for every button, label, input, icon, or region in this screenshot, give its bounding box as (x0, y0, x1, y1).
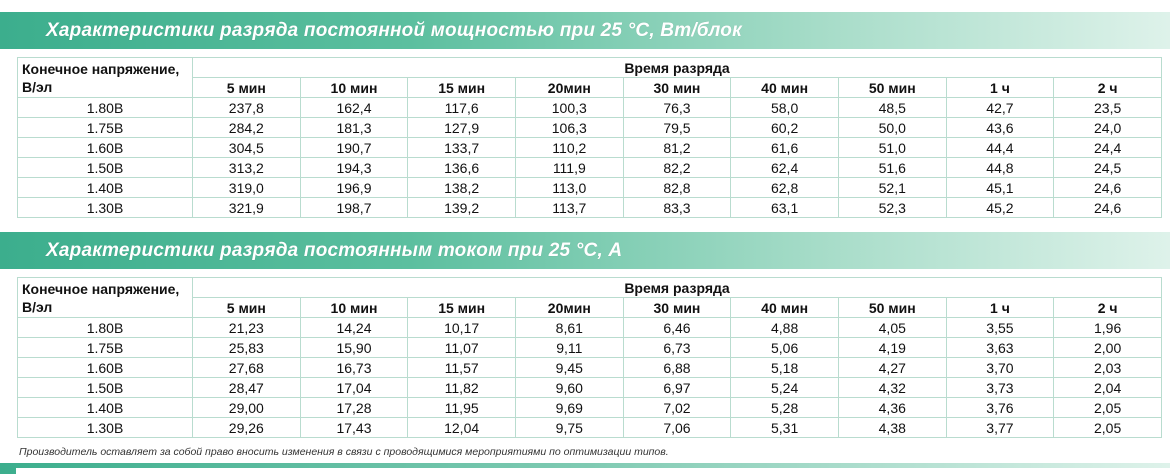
value-cell: 136,6 (408, 158, 516, 178)
value-cell: 110,2 (515, 138, 623, 158)
column-header: 30 мин (623, 78, 731, 98)
value-cell: 50,0 (838, 118, 946, 138)
value-cell: 6,88 (623, 358, 731, 378)
value-cell: 52,1 (838, 178, 946, 198)
value-cell: 106,3 (515, 118, 623, 138)
value-cell: 6,46 (623, 318, 731, 338)
column-header: 1 ч (946, 78, 1054, 98)
value-cell: 133,7 (408, 138, 516, 158)
value-cell: 190,7 (300, 138, 408, 158)
column-header: 5 мин (193, 298, 301, 318)
value-cell: 43,6 (946, 118, 1054, 138)
value-cell: 9,69 (515, 398, 623, 418)
column-header: 15 мин (408, 78, 516, 98)
table-row (18, 398, 1162, 418)
value-cell: 60,2 (731, 118, 839, 138)
table-constant-current (17, 277, 1162, 438)
column-header: 5 мин (193, 78, 301, 98)
value-cell: 5,18 (731, 358, 839, 378)
value-cell: 44,8 (946, 158, 1054, 178)
value-cell: 100,3 (515, 98, 623, 118)
value-cell: 5,31 (731, 418, 839, 438)
column-header: 10 мин (300, 298, 408, 318)
value-cell: 2,04 (1054, 378, 1162, 398)
value-cell: 5,06 (731, 338, 839, 358)
value-cell: 162,4 (300, 98, 408, 118)
value-cell: 11,57 (408, 358, 516, 378)
value-cell: 24,6 (1054, 198, 1162, 218)
value-cell: 23,5 (1054, 98, 1162, 118)
table-row (18, 178, 1162, 198)
value-cell: 4,38 (838, 418, 946, 438)
column-header: 30 мин (623, 298, 731, 318)
value-cell: 196,9 (300, 178, 408, 198)
value-cell: 117,6 (408, 98, 516, 118)
value-cell: 82,2 (623, 158, 731, 178)
value-cell: 11,82 (408, 378, 516, 398)
row-header-label: Конечное напряжение, В/эл (18, 58, 193, 98)
value-cell: 44,4 (946, 138, 1054, 158)
voltage-cell: 1.50В (18, 158, 193, 178)
value-cell: 58,0 (731, 98, 839, 118)
value-cell: 113,7 (515, 198, 623, 218)
column-header: 40 мин (731, 298, 839, 318)
value-cell: 3,70 (946, 358, 1054, 378)
value-cell: 29,00 (193, 398, 301, 418)
value-cell: 3,55 (946, 318, 1054, 338)
table-row (18, 158, 1162, 178)
value-cell: 76,3 (623, 98, 731, 118)
table-row (18, 418, 1162, 438)
column-header: 20мин (515, 298, 623, 318)
value-cell: 4,36 (838, 398, 946, 418)
value-cell: 51,6 (838, 158, 946, 178)
voltage-cell: 1.40В (18, 398, 193, 418)
table-row (18, 318, 1162, 338)
value-cell: 8,61 (515, 318, 623, 338)
value-cell: 15,90 (300, 338, 408, 358)
value-cell: 61,6 (731, 138, 839, 158)
value-cell: 24,5 (1054, 158, 1162, 178)
value-cell: 79,5 (623, 118, 731, 138)
value-cell: 6,73 (623, 338, 731, 358)
table-row (18, 378, 1162, 398)
section-banner-current (0, 232, 1170, 269)
value-cell: 24,4 (1054, 138, 1162, 158)
column-header: 10 мин (300, 78, 408, 98)
value-cell: 321,9 (193, 198, 301, 218)
voltage-cell: 1.75В (18, 118, 193, 138)
value-cell: 45,1 (946, 178, 1054, 198)
value-cell: 48,5 (838, 98, 946, 118)
column-header: 20мин (515, 78, 623, 98)
value-cell: 5,24 (731, 378, 839, 398)
value-cell: 2,00 (1054, 338, 1162, 358)
value-cell: 304,5 (193, 138, 301, 158)
value-cell: 4,19 (838, 338, 946, 358)
value-cell: 4,32 (838, 378, 946, 398)
value-cell: 3,76 (946, 398, 1054, 418)
value-cell: 82,8 (623, 178, 731, 198)
value-cell: 24,6 (1054, 178, 1162, 198)
value-cell: 113,0 (515, 178, 623, 198)
value-cell: 1,96 (1054, 318, 1162, 338)
table-row (18, 198, 1162, 218)
value-cell: 16,73 (300, 358, 408, 378)
value-cell: 25,83 (193, 338, 301, 358)
table-row (18, 98, 1162, 118)
value-cell: 17,28 (300, 398, 408, 418)
value-cell: 181,3 (300, 118, 408, 138)
value-cell: 2,05 (1054, 418, 1162, 438)
value-cell: 45,2 (946, 198, 1054, 218)
value-cell: 83,3 (623, 198, 731, 218)
value-cell: 28,47 (193, 378, 301, 398)
value-cell: 81,2 (623, 138, 731, 158)
bottom-decor-band (0, 463, 1170, 474)
column-header: 50 мин (838, 78, 946, 98)
section-title-current: Характеристики разряда постоянным током при 25 °С, А (46, 240, 623, 261)
value-cell: 5,28 (731, 398, 839, 418)
voltage-cell: 1.40В (18, 178, 193, 198)
section-banner-power (0, 12, 1170, 49)
group-header-label: Время разряда (193, 278, 1162, 298)
bottom-decor-inner (16, 468, 1170, 474)
column-header: 1 ч (946, 298, 1054, 318)
value-cell: 21,23 (193, 318, 301, 338)
value-cell: 4,27 (838, 358, 946, 378)
value-cell: 63,1 (731, 198, 839, 218)
value-cell: 51,0 (838, 138, 946, 158)
value-cell: 6,97 (623, 378, 731, 398)
value-cell: 284,2 (193, 118, 301, 138)
value-cell: 313,2 (193, 158, 301, 178)
voltage-cell: 1.80В (18, 318, 193, 338)
row-header-label: Конечное напряжение, В/эл (18, 278, 193, 318)
value-cell: 29,26 (193, 418, 301, 438)
value-cell: 42,7 (946, 98, 1054, 118)
voltage-cell: 1.50В (18, 378, 193, 398)
value-cell: 138,2 (408, 178, 516, 198)
value-cell: 194,3 (300, 158, 408, 178)
table-row (18, 358, 1162, 378)
value-cell: 319,0 (193, 178, 301, 198)
value-cell: 4,05 (838, 318, 946, 338)
value-cell: 7,06 (623, 418, 731, 438)
value-cell: 198,7 (300, 198, 408, 218)
column-header: 15 мин (408, 298, 516, 318)
column-header: 2 ч (1054, 298, 1162, 318)
table-row (18, 118, 1162, 138)
voltage-cell: 1.30В (18, 418, 193, 438)
value-cell: 3,73 (946, 378, 1054, 398)
value-cell: 7,02 (623, 398, 731, 418)
value-cell: 11,07 (408, 338, 516, 358)
value-cell: 12,04 (408, 418, 516, 438)
value-cell: 139,2 (408, 198, 516, 218)
value-cell: 2,05 (1054, 398, 1162, 418)
value-cell: 52,3 (838, 198, 946, 218)
value-cell: 10,17 (408, 318, 516, 338)
value-cell: 111,9 (515, 158, 623, 178)
group-header-label: Время разряда (193, 58, 1162, 78)
value-cell: 3,77 (946, 418, 1054, 438)
value-cell: 62,8 (731, 178, 839, 198)
value-cell: 62,4 (731, 158, 839, 178)
column-header: 50 мин (838, 298, 946, 318)
value-cell: 4,88 (731, 318, 839, 338)
section-title-power: Характеристики разряда постоянной мощностью при 25 °С, Вт/блок (46, 20, 742, 41)
table-row (18, 138, 1162, 158)
table-constant-power (17, 57, 1162, 218)
value-cell: 17,04 (300, 378, 408, 398)
value-cell: 9,11 (515, 338, 623, 358)
value-cell: 237,8 (193, 98, 301, 118)
voltage-cell: 1.60В (18, 358, 193, 378)
value-cell: 127,9 (408, 118, 516, 138)
value-cell: 27,68 (193, 358, 301, 378)
column-header: 2 ч (1054, 78, 1162, 98)
value-cell: 17,43 (300, 418, 408, 438)
column-header: 40 мин (731, 78, 839, 98)
voltage-cell: 1.75В (18, 338, 193, 358)
footnote: Производитель оставляет за собой право вносить изменения в связи с проводящимися мероприятиями по оптимизации типов. (19, 446, 669, 458)
value-cell: 3,63 (946, 338, 1054, 358)
table-row (18, 338, 1162, 358)
voltage-cell: 1.30В (18, 198, 193, 218)
value-cell: 9,75 (515, 418, 623, 438)
value-cell: 14,24 (300, 318, 408, 338)
value-cell: 2,03 (1054, 358, 1162, 378)
voltage-cell: 1.80В (18, 98, 193, 118)
value-cell: 11,95 (408, 398, 516, 418)
value-cell: 9,45 (515, 358, 623, 378)
value-cell: 24,0 (1054, 118, 1162, 138)
voltage-cell: 1.60В (18, 138, 193, 158)
value-cell: 9,60 (515, 378, 623, 398)
